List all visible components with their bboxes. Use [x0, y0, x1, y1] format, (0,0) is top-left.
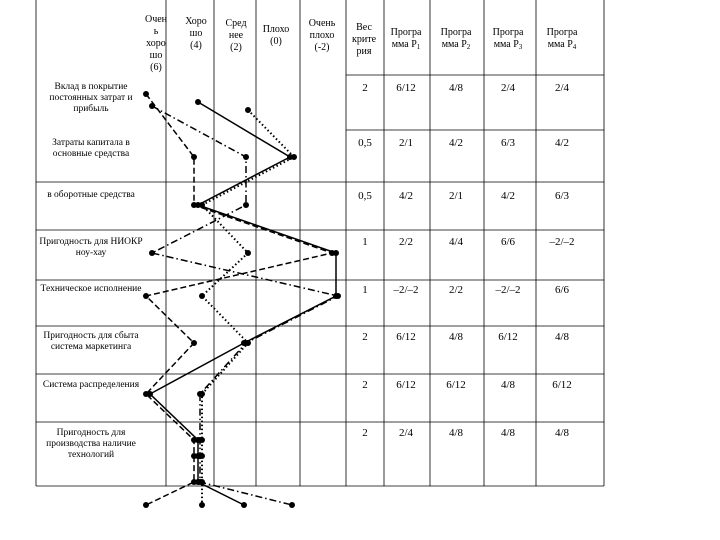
program-header-p4: [547, 27, 578, 53]
score-cell: 6/6: [500, 236, 516, 248]
scale-header-bad: [263, 24, 290, 48]
scale-header-line: ь: [153, 26, 159, 37]
profile-point-p4: [243, 340, 249, 346]
scale-header-line: Хоро: [185, 16, 207, 27]
profile-line-p3: [146, 94, 332, 505]
score-cell: 4/4: [448, 236, 464, 248]
profile-point-p4: [197, 453, 203, 459]
weight-cell: 0,5: [358, 190, 372, 202]
score-cell: 2/1: [448, 190, 464, 202]
criterion-label: Вклад в покрытие постоянных затрат и прибыль: [49, 82, 133, 114]
scale-header-line: Сред: [225, 18, 247, 29]
weight-header: [352, 22, 376, 58]
profile-lines: [143, 91, 341, 508]
scale-header-good: [185, 16, 207, 52]
program-header-line: [547, 39, 578, 53]
profile-point-p4: [243, 202, 249, 208]
program-header-text: мма Р: [493, 39, 519, 50]
weight-header-line: Вес: [356, 22, 372, 33]
program-header-line: [441, 39, 472, 53]
score-cell: 6/12: [396, 331, 416, 343]
program-header-subscript: 4: [572, 43, 577, 51]
profile-line-p2: [202, 110, 294, 505]
weight-header-line: рия: [356, 46, 372, 57]
score-cell: 6/12: [446, 379, 466, 391]
scale-header-very-good: [145, 14, 167, 74]
scale-header-line: (-2): [314, 42, 330, 53]
profile-point-p2: [245, 107, 251, 113]
scale-header-line: хоро: [146, 38, 166, 49]
weight-cell: 2: [362, 82, 368, 94]
score-cell: 6/3: [554, 190, 570, 202]
program-header-line: [493, 39, 524, 53]
scale-header-very-bad: [309, 18, 336, 54]
score-cell: 2/2: [398, 236, 414, 248]
weight-cell: 0,5: [358, 137, 372, 149]
profile-point-p4: [149, 103, 155, 109]
scale-header-line: шо: [149, 50, 163, 61]
profile-point-p3: [143, 391, 149, 397]
program-header-p1: [391, 27, 422, 53]
score-cell: 2/4: [500, 82, 516, 94]
profile-point-p4: [289, 502, 295, 508]
score-cell: –2/–2: [393, 284, 419, 296]
program-header-subscript: 3: [518, 43, 523, 51]
profile-point-p3: [191, 437, 197, 443]
profile-point-p3: [329, 250, 335, 256]
program-header-text: мма Р: [391, 39, 417, 50]
profile-point-p4: [149, 250, 155, 256]
profile-point-p1: [195, 99, 201, 105]
score-cell: 4/8: [448, 331, 464, 343]
scale-header-line: нее: [228, 30, 244, 41]
weight-cell: 1: [362, 236, 368, 248]
program-header-line: Програ: [440, 27, 472, 38]
program-header-text: мма Р: [547, 39, 573, 50]
criterion-label: Техническое исполнение: [40, 284, 142, 294]
program-header-line: Програ: [546, 27, 578, 38]
weight-cell: 2: [362, 427, 368, 439]
profile-point-p4: [197, 479, 203, 485]
scale-header-line: (2): [230, 42, 242, 53]
score-cell: 4/8: [448, 427, 464, 439]
score-cell: 4/8: [554, 331, 570, 343]
profile-point-p2: [291, 154, 297, 160]
profile-point-p2: [199, 502, 205, 508]
weight-cell: 1: [362, 284, 368, 296]
score-cell: 6/12: [498, 331, 518, 343]
scale-header-line: (6): [150, 62, 162, 73]
program-header-line: [391, 39, 422, 53]
scale-header-average: [225, 18, 246, 54]
criterion-label: Пригодность для сбыта система маркетинга: [43, 331, 139, 352]
program-header-subscript: 2: [466, 43, 471, 51]
score-cell: 4/8: [554, 427, 570, 439]
profile-point-p3: [191, 154, 197, 160]
scale-header-line: Очен: [144, 14, 168, 25]
profile-point-p3: [191, 202, 197, 208]
score-cell: 2/4: [554, 82, 570, 94]
score-cell: 6/12: [396, 82, 416, 94]
profile-point-p4: [197, 437, 203, 443]
criterion-label: Пригодность для НИОКР ноу-хау: [39, 237, 143, 258]
scale-header-line: Плохо: [262, 24, 290, 35]
score-cell: 6/12: [396, 379, 416, 391]
profile-point-p3: [191, 453, 197, 459]
profile-line-p1: [150, 102, 336, 505]
score-cell: 4/2: [500, 190, 516, 202]
criterion-label: Система распределения: [42, 380, 140, 390]
score-cell: 4/8: [500, 379, 516, 391]
program-header-line: Програ: [390, 27, 422, 38]
profile-point-p4: [243, 154, 249, 160]
criterion-label: Затраты капитала в основные средства: [52, 138, 130, 159]
weight-cell: 2: [362, 379, 368, 391]
weight-cell: 2: [362, 331, 368, 343]
program-header-p3: [493, 27, 524, 53]
profile-point-p4: [197, 391, 203, 397]
score-cell: 4/2: [398, 190, 414, 202]
score-cell: 4/8: [500, 427, 516, 439]
profile-point-p4: [335, 293, 341, 299]
score-cell: 2/4: [398, 427, 414, 439]
score-cell: –2/–2: [549, 236, 575, 248]
program-header-subscript: 1: [416, 43, 421, 51]
scale-header-line: Очень: [308, 18, 336, 29]
profile-point-p3: [143, 502, 149, 508]
score-cell: 6/6: [554, 284, 570, 296]
scale-header-line: плохо: [309, 30, 335, 41]
profile-point-p2: [245, 250, 251, 256]
score-cell: 2/2: [448, 284, 464, 296]
score-cell: 4/8: [448, 82, 464, 94]
criterion-label: в оборотные средства: [47, 190, 135, 200]
score-cell: 6/3: [500, 137, 516, 149]
scale-header-line: шо: [189, 28, 203, 39]
profile-point-p2: [199, 293, 205, 299]
score-cell: 4/2: [448, 137, 464, 149]
score-cell: 6/12: [552, 379, 572, 391]
score-cell: 2/1: [398, 137, 414, 149]
program-header-line: Програ: [492, 27, 524, 38]
profile-point-p1: [241, 502, 247, 508]
score-cell: –2/–2: [495, 284, 521, 296]
scale-header-line: (4): [190, 40, 202, 51]
weight-header-line: крите: [351, 34, 377, 45]
program-header-text: мма Р: [441, 39, 467, 50]
profile-line-p4: [152, 106, 338, 505]
program-header-p2: [441, 27, 472, 53]
criterion-label: Пригодность для производства наличие технологий: [46, 428, 136, 460]
scale-header-line: (0): [270, 36, 282, 47]
score-cell: 4/2: [554, 137, 570, 149]
profile-point-p3: [191, 479, 197, 485]
profile-point-p3: [191, 340, 197, 346]
